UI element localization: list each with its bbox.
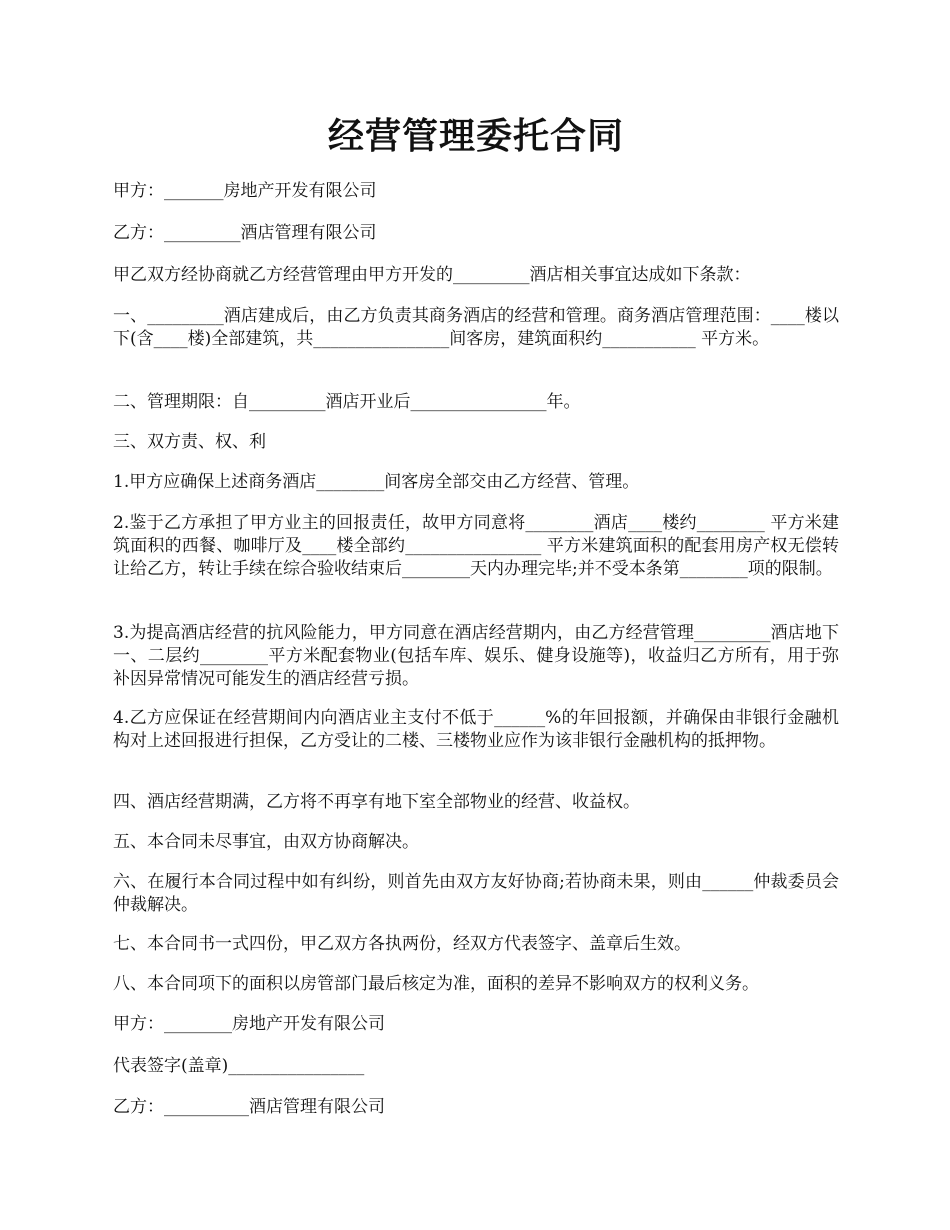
clause-3-item-3: 3.为提高酒店经营的抗风险能力，甲方同意在酒店经营期内，由乙方经营管理_________酒店地下一、二层约________平方米配套物业(包括车库、娱乐、健身设施等)，收益归乙方所有，用于弥补因异常情况可能发生的酒店经营亏损。 (113, 623, 839, 689)
clause-5-paragraph: 五、本合同未尽事宜，由双方协商解决。 (113, 832, 419, 852)
signature-party-a: 甲方：________房地产开发有限公司 (113, 1014, 385, 1034)
party-b-line: 乙方：_________酒店管理有限公司 (113, 223, 377, 243)
clause-8-paragraph: 八、本合同项下的面积以房管部门最后核定为准，面积的差异不影响双方的权利义务。 (113, 974, 759, 994)
party-a-line: 甲方：_______房地产开发有限公司 (113, 181, 377, 201)
clause-3-item-2: 2.鉴于乙方承担了甲方业主的回报责任，故甲方同意将________酒店____楼约________ 平方米建筑面积的西餐、咖啡厅及____楼全部约________________ 平方米建筑面积的配套用房产权无偿转让给乙方，转让手续在综合验收结束后________天内办理完毕;并不受本条第________项的限制。 (113, 513, 839, 579)
clause-3-heading: 三、双方责、权、利 (113, 432, 266, 452)
page-title: 经营管理委托合同 (327, 115, 624, 157)
preamble-paragraph: 甲乙双方经协商就乙方经营管理由甲方开发的_________酒店相关事宜达成如下条款： (113, 265, 751, 285)
clause-1-paragraph: 一、_________酒店建成后，由乙方负责其商务酒店的经营和管理。商务酒店管理范围：____楼以下(含____楼)全部建筑，共________________间客房，建筑面积约___________ 平方米。 (113, 306, 839, 349)
clause-2-paragraph: 二、管理期限：自_________酒店开业后________________年。 (113, 392, 581, 412)
signature-party-b: 乙方：__________酒店管理有限公司 (113, 1097, 385, 1117)
clause-6-paragraph: 六、在履行本合同过程中如有纠纷，则首先由双方友好协商;若协商未果，则由______仲裁委员会仲裁解决。 (113, 872, 839, 915)
clause-7-paragraph: 七、本合同书一式四份，甲乙双方各执两份，经双方代表签字、盖章后生效。 (113, 934, 691, 954)
clause-3-item-1: 1.甲方应确保上述商务酒店________间客房全部交由乙方经营、管理。 (113, 472, 640, 492)
signature-representative: 代表签字(盖章)________________ (113, 1056, 365, 1076)
clause-3-item-4: 4.乙方应保证在经营期间内向酒店业主支付不低于______%的年回报额，并确保由非银行金融机构对上述回报进行担保，乙方受让的二楼、三楼物业应作为该非银行金融机构的抵押物。 (113, 708, 839, 751)
clause-4-paragraph: 四、酒店经营期满，乙方将不再享有地下室全部物业的经营、收益权。 (113, 792, 640, 812)
